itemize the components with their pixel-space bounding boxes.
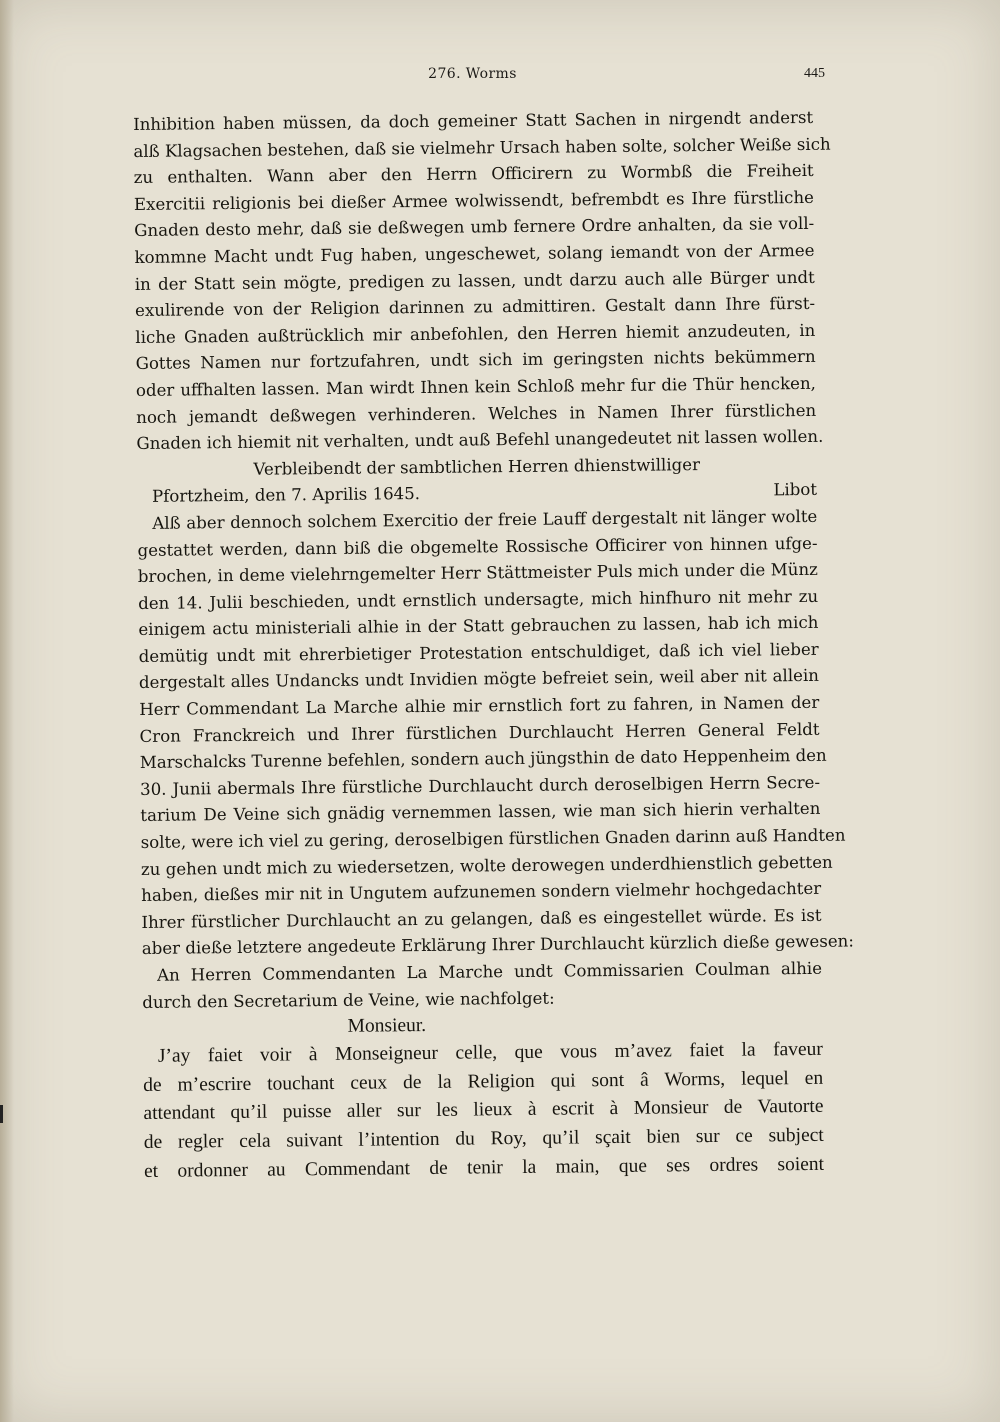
text-line: Cron Franckreich und Ihrer fürstlichen Durchlaucht Herren General Feldt bbox=[139, 719, 820, 746]
text-line: Exercitii religionis bei dießer Armee wolwissendt, befrembdt es Ihre fürstliche bbox=[133, 187, 815, 214]
signature: Libot bbox=[773, 480, 818, 500]
page-header bbox=[130, 66, 825, 92]
text-line: liche Gnaden außtrücklich mir anbefohlen, den Herren hiemit anzudeuten, in bbox=[135, 320, 816, 347]
salutation: Monsieur. bbox=[347, 1015, 427, 1037]
text-line: de m’escrire touchant ceux de la Religion qui sont â Worms, lequel en bbox=[143, 1067, 824, 1096]
page-gutter-shadow bbox=[0, 0, 14, 1422]
text-line: haben, dießes mir nit in Ungutem aufzunemen sondern vielmehr hochgedachter bbox=[141, 879, 822, 906]
text-line: Marschalcks Turenne befehlen, sondern auch jüngsthin de dato Heppenheim den bbox=[139, 746, 827, 773]
text-line: Gottes Namen nur fortzufahren, undt sich im geringsten nichts bekümmern bbox=[135, 347, 816, 374]
place-date: Pfortzheim, den 7. Aprilis 1645. bbox=[151, 484, 421, 507]
text-line: Gnaden ich hiemit nit verhalten, undt auß Befehl unangedeutet nit lassen wollen. bbox=[136, 426, 824, 454]
text-line: zu gehen undt mich zu wiedersetzen, wolte derowegen underdhienstlich gebetten bbox=[140, 852, 833, 879]
text-line: de regler cela suivant l’intention du Roy, qu’il sçait bien sur ce subject bbox=[143, 1124, 824, 1154]
text-line: attendant qu’il puisse aller sur les lieux à escrit à Monsieur de Vautorte bbox=[143, 1096, 824, 1125]
text-line: Alß aber dennoch solchem Exercitio der freie Lauff dergestalt nit länger wolte bbox=[152, 506, 818, 533]
text-line: Herr Commendant La Marche alhie mir ernstlich fort zu fahren, in Namen der bbox=[139, 692, 820, 720]
text-line: gestattet werden, dann biß die obgemelte Rossische Officirer von hinnen ufge- bbox=[137, 533, 818, 560]
text-line: in der Statt sein mögte, predigen zu lassen, undt darzu auch alle Bürger undt bbox=[134, 267, 815, 294]
text-line: tarium De Veine sich gnädig vernemmen lassen, wie man sich hierin verhalten bbox=[140, 799, 821, 826]
text-line: alß Klagsachen bestehen, daß sie vielmehr Ursach haben solte, solcher Weiße sich bbox=[133, 134, 831, 161]
text-line: oder uffhalten lassen. Man wirdt Ihnen kein Schloß mehr fur die Thür hencken, bbox=[135, 373, 816, 400]
text-line: exulirende von der Religion darinnen zu admittiren. Gestalt dann Ihre fürst- bbox=[134, 294, 816, 321]
text-line: durch den Secretarium de Veine, wie nachfolget: bbox=[142, 988, 555, 1012]
address-block bbox=[142, 956, 823, 1016]
text-line: J’ay faiet voir à Monseigneur celle, que vous m’avez faiet la faveur bbox=[157, 1038, 823, 1067]
page-number: 445 bbox=[804, 66, 825, 81]
text-line: dergestalt alles Undancks undt Invidien mögte befreiet sein, weil aber nit allein bbox=[138, 666, 820, 693]
running-title: 276. Worms bbox=[428, 66, 517, 82]
text-line: Gnaden desto mehr, daß sie deßwegen umb fernere Ordre anhalten, da sie voll- bbox=[134, 214, 815, 241]
text-line: brochen, in deme vielehrngemelter Herr Stättmeister Puls mich under die Münz bbox=[137, 559, 818, 587]
margin-mark bbox=[0, 1105, 3, 1123]
paragraph-letter bbox=[133, 105, 831, 458]
text-line: aber dieße letztere angedeute Erklärung Ihrer Durchlaucht kürzlich dieße gewesen: bbox=[141, 931, 854, 959]
text-line: Ihrer fürstlicher Durchlaucht an zu gelangen, daß es eingestellet würde. Es ist bbox=[141, 905, 822, 932]
text-line: Inhibition haben müssen, da doch gemeiner Statt Sachen in nirgendt anderst bbox=[133, 107, 814, 134]
french-letter-paragraph bbox=[143, 1036, 824, 1187]
text-line: An Herren Commendanten La Marche undt Commissarien Coulman alhie bbox=[156, 958, 823, 985]
text-line: et ordonner au Commendant de tenir la main, que ses ordres soient bbox=[143, 1153, 825, 1182]
paragraph-narrative bbox=[137, 504, 854, 963]
text-line: demütig undt mit ehrerbietiger Protestation entschuldiget, daß ich viel lieber bbox=[138, 639, 819, 666]
body-text bbox=[133, 105, 854, 1187]
text-line: einigem actu ministeriali alhie in der Statt gebrauchen zu lassen, hab ich mich bbox=[138, 613, 819, 640]
letter-closing: Verbleibendt der sambtlichen Herren dhienstwilliger bbox=[253, 454, 701, 479]
text-line: noch jemandt deßwegen verhinderen. Welches in Namen Ihrer fürstlichen bbox=[136, 400, 817, 427]
text-line: kommne Macht undt Fug haben, ungeschewet, solang iemandt von der Armee bbox=[134, 240, 815, 267]
text-line: den 14. Julii beschieden, undt ernstlich undersagte, mich hinfhuro nit mehr zu bbox=[138, 586, 819, 613]
text-line: zu enthalten. Wann aber den Herrn Officirern zu Wormbß die Freiheit bbox=[133, 161, 814, 188]
text-line: 30. Junii abermals Ihre fürstliche Durchlaucht durch deroselbigen Herrn Secre- bbox=[139, 772, 821, 799]
text-line: solte, were ich viel zu gering, deroselbigen fürstlichen Gnaden darinn auß Handten bbox=[140, 825, 846, 852]
